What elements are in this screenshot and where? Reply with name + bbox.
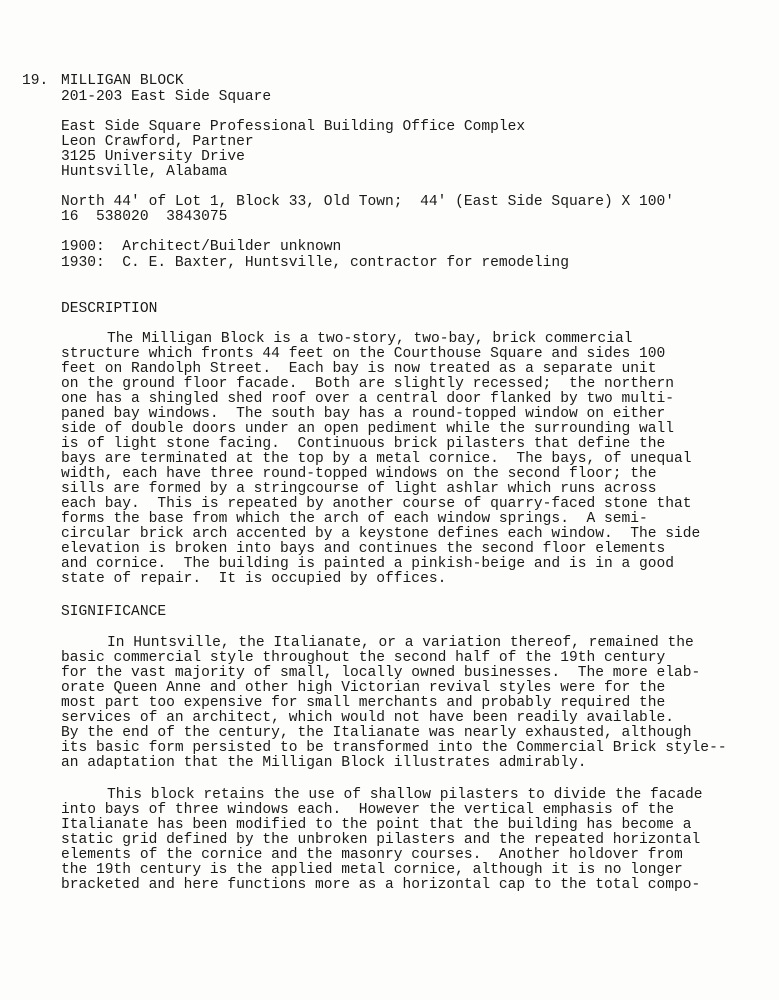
description-line: side of double doors under an open pediment while the surrounding wall	[61, 421, 675, 437]
location-line: 16 538020 3843075	[61, 209, 228, 225]
significance-line: orate Queen Anne and other high Victorian revival styles were for the	[61, 680, 666, 696]
significance-line: In Huntsville, the Italianate, or a variation thereof, remained the	[107, 635, 694, 651]
significance-heading: SIGNIFICANCE	[61, 604, 167, 620]
owner-line: East Side Square Professional Building Office Complex	[61, 119, 526, 135]
description-line: sills are formed by a stringcourse of light ashlar which runs across	[61, 481, 657, 497]
significance-line: most part too expensive for small merchants and probably required the	[61, 695, 666, 711]
entry-number: 19.	[22, 73, 49, 89]
description-line: width, each have three round-topped windows on the second floor; the	[61, 466, 657, 482]
significance-line: elements of the cornice and the masonry courses. Another holdover from	[61, 847, 683, 863]
significance-line: for the vast majority of small, locally owned businesses. The more elab-	[61, 665, 701, 681]
significance-line: Italianate has been modified to the point that the building has become a	[61, 817, 692, 833]
date-line: 1900: Architect/Builder unknown	[61, 239, 342, 255]
significance-line: bracketed and here functions more as a horizontal cap to the total compo-	[61, 877, 701, 893]
significance-line: into bays of three windows each. However the vertical emphasis of the	[61, 802, 675, 818]
description-line: on the ground floor facade. Both are slightly recessed; the northern	[61, 376, 675, 392]
significance-line: static grid defined by the unbroken pilasters and the repeated horizontal	[61, 832, 701, 848]
description-line: circular brick arch accented by a keystone defines each window. The side	[61, 526, 701, 542]
significance-line: an adaptation that the Milligan Block illustrates admirably.	[61, 755, 587, 771]
description-line: one has a shingled shed roof over a central door flanked by two multi-	[61, 391, 675, 407]
significance-line: By the end of the century, the Italianate was nearly exhausted, although	[61, 725, 692, 741]
description-line: state of repair. It is occupied by offices.	[61, 571, 447, 587]
description-line: structure which fronts 44 feet on the Courthouse Square and sides 100	[61, 346, 666, 362]
owner-line: 3125 University Drive	[61, 149, 245, 165]
location-line: North 44' of Lot 1, Block 33, Old Town; 44' (East Side Square) X 100'	[61, 194, 675, 210]
significance-line: basic commercial style throughout the second half of the 19th century	[61, 650, 666, 666]
building-name: MILLIGAN BLOCK	[61, 73, 184, 89]
description-line: paned bay windows. The south bay has a round-topped window on either	[61, 406, 666, 422]
date-line: 1930: C. E. Baxter, Huntsville, contractor for remodeling	[61, 255, 569, 271]
description-line: is of light stone facing. Continuous brick pilasters that define the	[61, 436, 666, 452]
description-line: forms the base from which the arch of each window springs. A semi-	[61, 511, 648, 527]
owner-line: Huntsville, Alabama	[61, 164, 228, 180]
description-line: bays are terminated at the top by a metal cornice. The bays, of unequal	[61, 451, 692, 467]
significance-line: services of an architect, which would not have been readily available.	[61, 710, 675, 726]
description-line: and cornice. The building is painted a pinkish-beige and is in a good	[61, 556, 675, 572]
significance-line: This block retains the use of shallow pilasters to divide the facade	[107, 787, 703, 803]
description-heading: DESCRIPTION	[61, 301, 158, 317]
description-line: feet on Randolph Street. Each bay is now treated as a separate unit	[61, 361, 657, 377]
building-address: 201-203 East Side Square	[61, 89, 272, 105]
description-line: The Milligan Block is a two-story, two-bay, brick commercial	[107, 331, 633, 347]
description-line: elevation is broken into bays and continues the second floor elements	[61, 541, 666, 557]
significance-line: its basic form persisted to be transformed into the Commercial Brick style--	[61, 740, 727, 756]
owner-line: Leon Crawford, Partner	[61, 134, 254, 150]
significance-line: the 19th century is the applied metal cornice, although it is no longer	[61, 862, 683, 878]
description-line: each bay. This is repeated by another course of quarry-faced stone that	[61, 496, 692, 512]
